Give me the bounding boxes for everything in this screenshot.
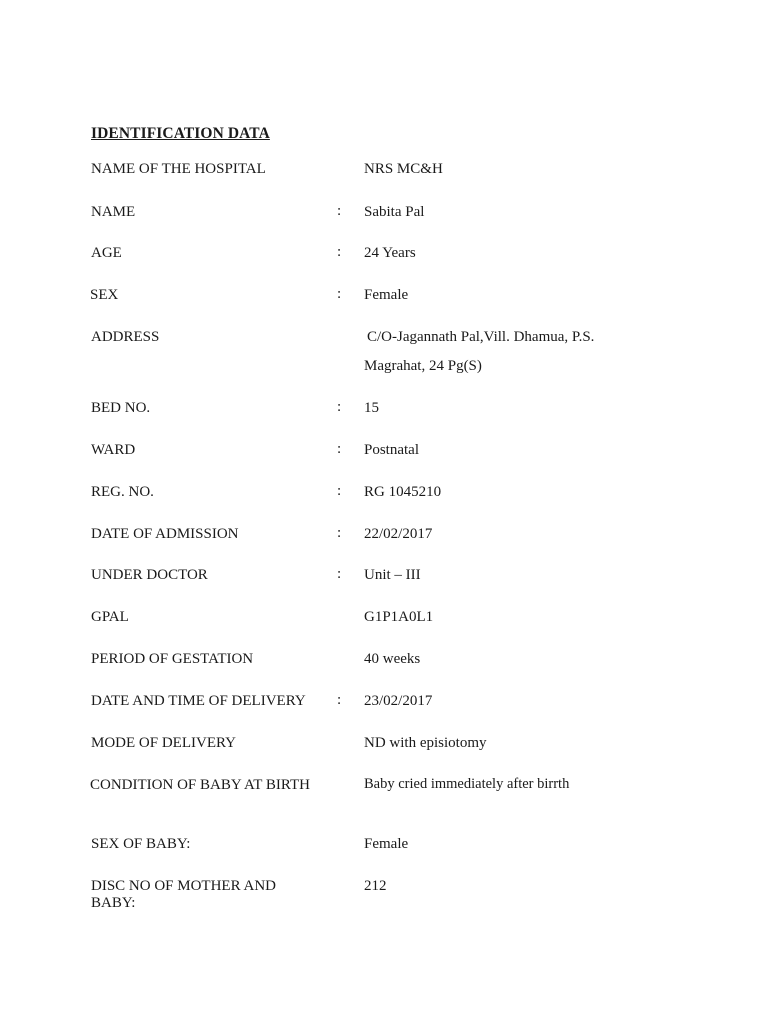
field-label-date-time-of-delivery: DATE AND TIME OF DELIVERY: [91, 693, 306, 709]
field-value-condition-of-baby: Baby cried immediately after birrth: [364, 776, 570, 792]
field-label-age: AGE: [91, 245, 122, 261]
field-label-date-of-admission: DATE OF ADMISSION: [91, 526, 239, 542]
field-label-mode-of-delivery: MODE OF DELIVERY: [91, 735, 236, 751]
field-label-ward: WARD: [91, 442, 136, 458]
field-value-name: Sabita Pal: [364, 204, 425, 220]
field-value-disc-no: 212: [364, 878, 387, 894]
field-colon-bed-no: :: [337, 399, 342, 415]
address-line-2: Magrahat, 24 Pg(S): [364, 358, 482, 374]
disc-no-label-line-1: DISC NO OF MOTHER AND: [91, 878, 277, 894]
field-value-address: [364, 323, 654, 381]
disc-no-label-line-2: BABY:: [91, 895, 136, 911]
field-value-bed-no: 15: [364, 400, 379, 416]
field-value-reg-no: RG 1045210: [364, 484, 442, 500]
field-label-under-doctor: UNDER DOCTOR: [91, 567, 208, 583]
field-colon-name: :: [337, 203, 342, 219]
field-colon-date-of-admission: :: [337, 525, 342, 541]
field-colon-date-time-of-delivery: :: [337, 692, 342, 708]
field-colon-ward: :: [337, 441, 342, 457]
field-label-condition-of-baby: CONDITION OF BABY AT BIRTH: [90, 777, 310, 793]
field-value-age: 24 Years: [364, 245, 416, 261]
field-label-bed-no: BED NO.: [91, 400, 151, 416]
field-label-reg-no: REG. NO.: [91, 484, 154, 500]
field-label-gpal: GPAL: [91, 609, 129, 625]
address-line-1: C/O-Jagannath Pal,Vill. Dhamua, P.S.: [367, 329, 595, 345]
field-value-date-of-admission: 22/02/2017: [364, 526, 433, 542]
field-value-ward: Postnatal: [364, 442, 419, 458]
field-label-disc-no: [91, 878, 321, 912]
field-value-sex: Female: [364, 287, 409, 303]
field-value-period-of-gestation: 40 weeks: [364, 651, 421, 667]
field-label-sex: SEX: [90, 287, 119, 303]
field-colon-reg-no: :: [337, 483, 342, 499]
field-colon-age: :: [337, 244, 342, 260]
field-value-mode-of-delivery: ND with episiotomy: [364, 735, 487, 751]
section-heading: IDENTIFICATION DATA: [91, 125, 270, 142]
field-value-hospital: NRS MC&H: [364, 161, 443, 177]
field-label-name: NAME: [91, 204, 136, 220]
field-label-sex-of-baby: SEX OF BABY:: [91, 836, 191, 852]
field-value-date-time-of-delivery: 23/02/2017: [364, 693, 433, 709]
field-colon-under-doctor: :: [337, 566, 342, 582]
field-value-sex-of-baby: Female: [364, 836, 409, 852]
field-label-period-of-gestation: PERIOD OF GESTATION: [91, 651, 254, 667]
field-value-under-doctor: Unit – III: [364, 567, 421, 583]
field-value-gpal: G1P1A0L1: [364, 609, 434, 625]
field-colon-sex: :: [337, 286, 342, 302]
field-label-hospital: NAME OF THE HOSPITAL: [91, 161, 266, 177]
field-label-address: ADDRESS: [91, 329, 160, 345]
